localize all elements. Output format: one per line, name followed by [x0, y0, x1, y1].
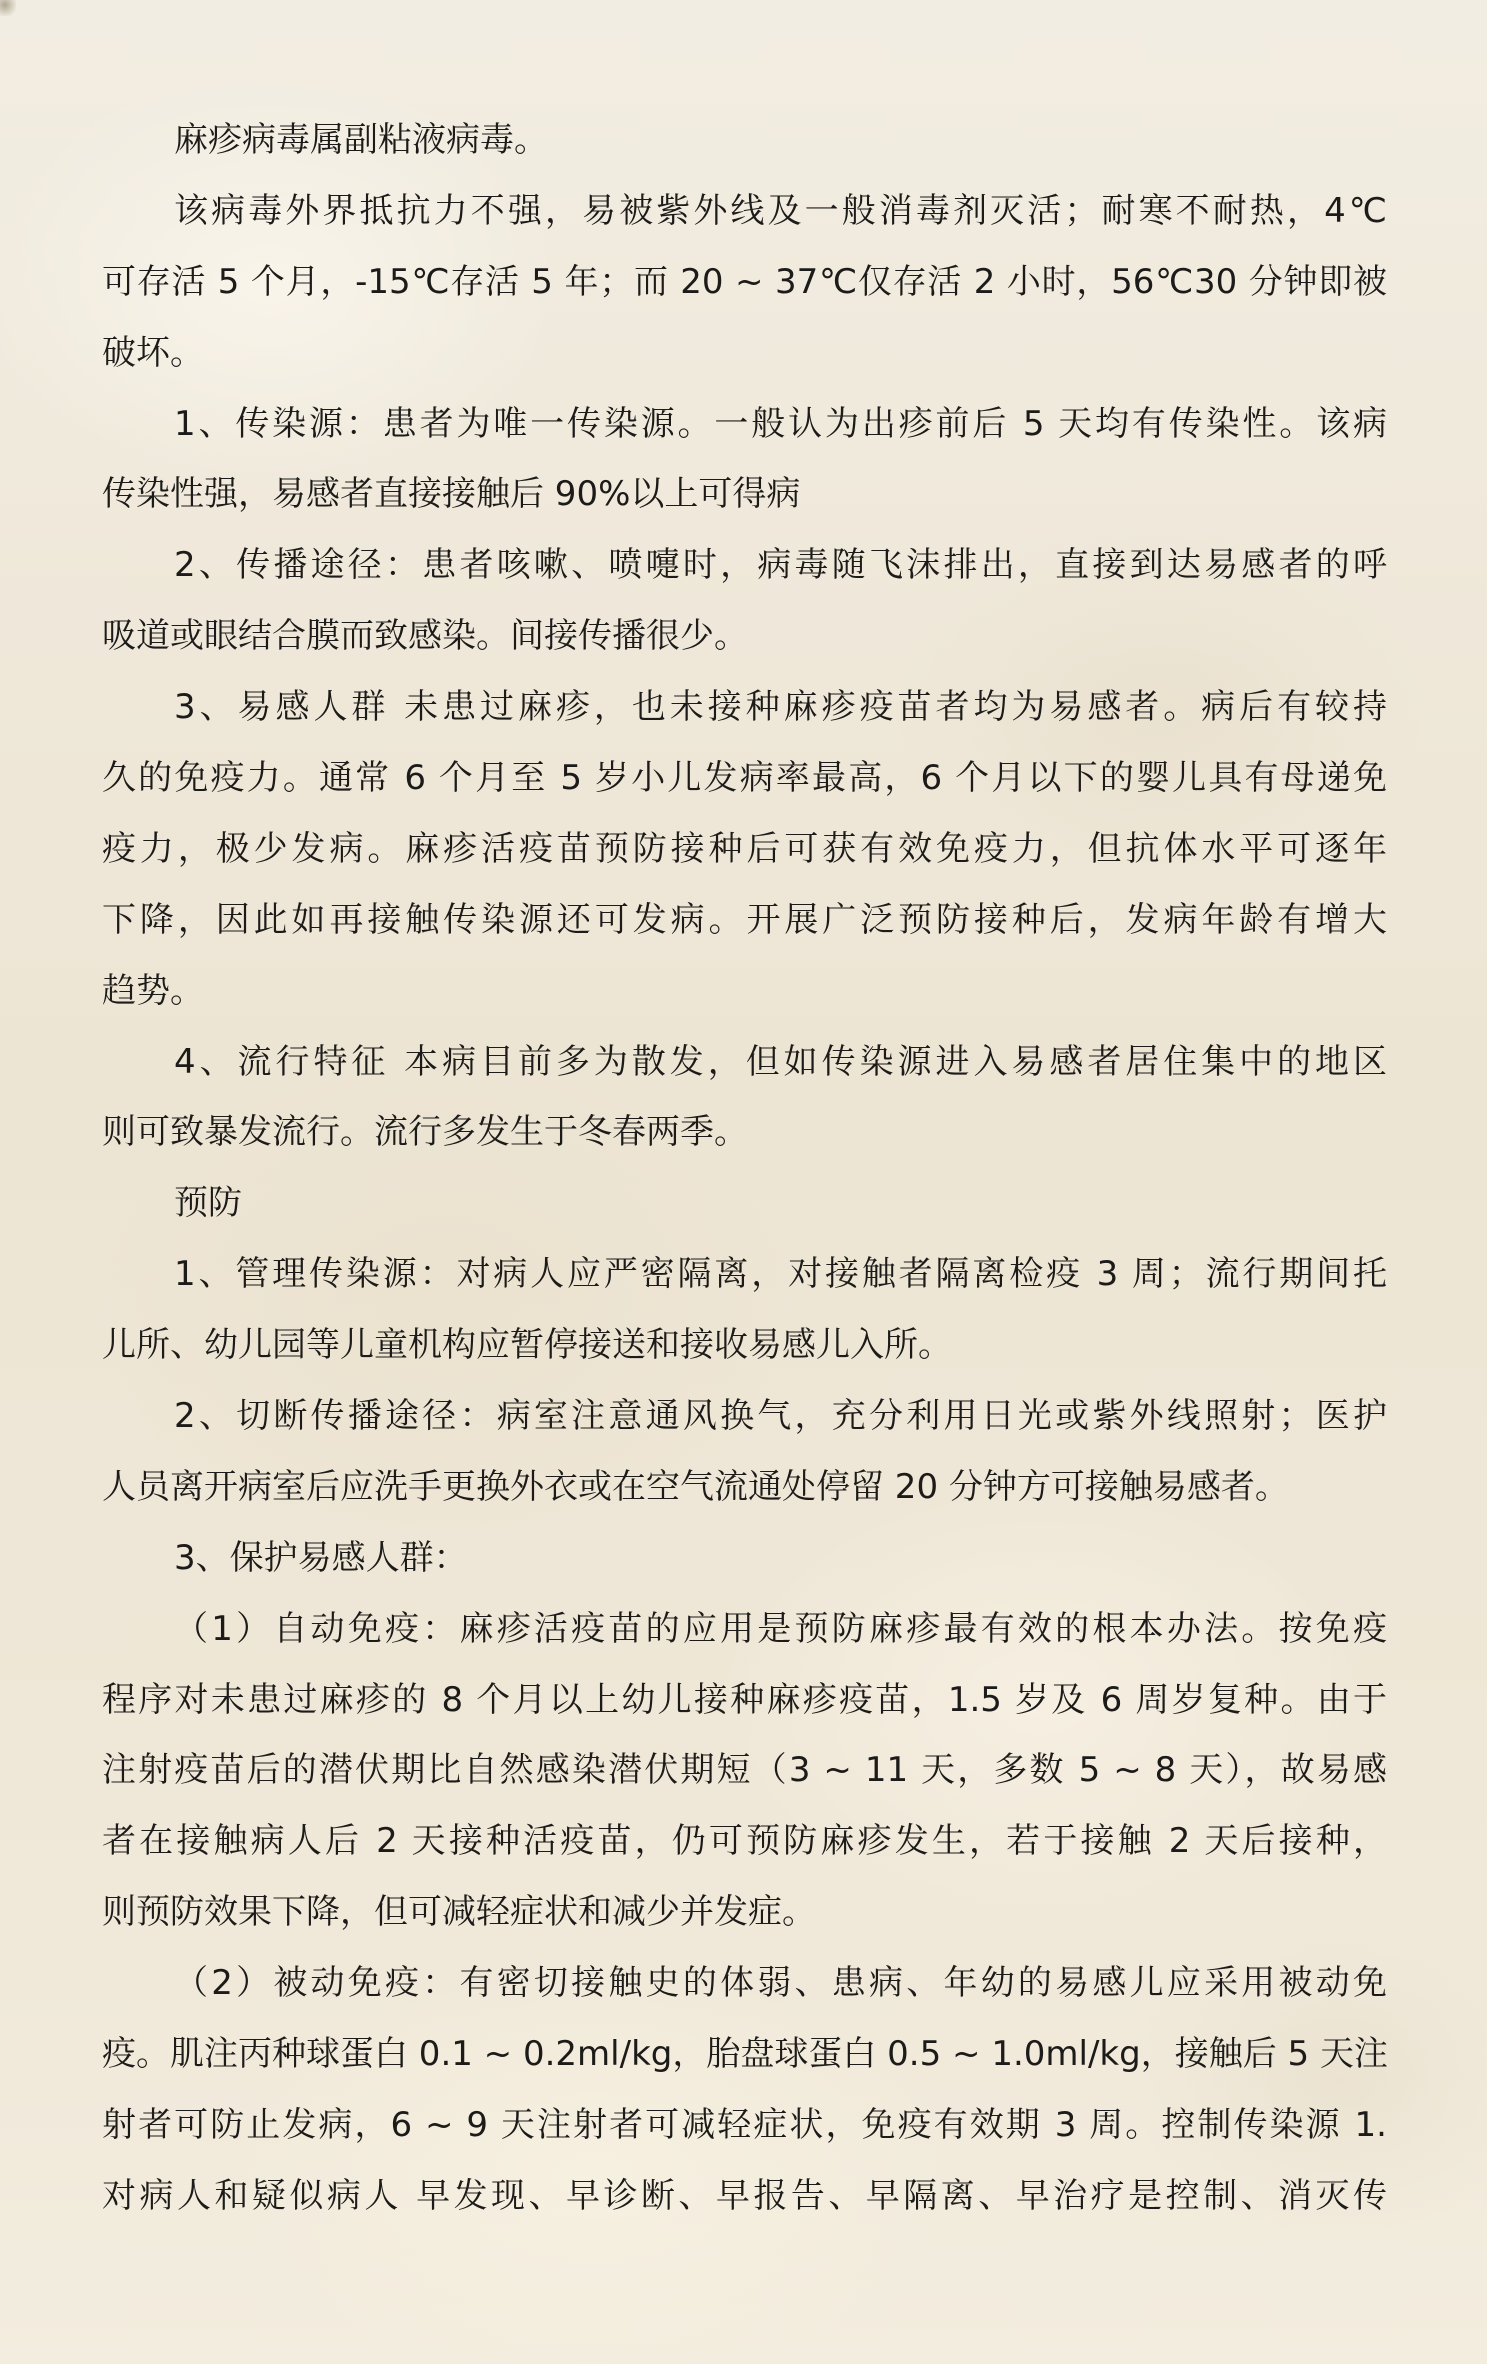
text-line: 传染性强，易感者直接接触后 90%以上可得病: [102, 474, 801, 515]
paragraph-epidemic-features: [102, 1027, 1387, 1169]
text-line: 疫。肌注丙种球蛋白 0.1 ~ 0.2ml/kg，胎盘球蛋白 0.5 ~ 1.0ml/kg，接触后 5 天注: [102, 2034, 1388, 2075]
text-line: （2）被动免疫：有密切接触史的体弱、患病、年幼的易感儿应采用被动免: [174, 1963, 1387, 2004]
text-line: 1、管理传染源：对病人应严密隔离，对接触者隔离检疫 3 周；流行期间托: [174, 1254, 1387, 1295]
section-heading-prevention: [102, 1168, 1387, 1239]
text-line: 人员离开病室后应洗手更换外衣或在空气流通处停留 20 分钟方可接触易感者。: [102, 1466, 1289, 1507]
paragraph-source-of-infection: [102, 389, 1387, 531]
text-line: 者在接触病人后 2 天接种活疫苗，仍可预防麻疹发生，若于接触 2 天后接种，: [102, 1821, 1387, 1862]
text-line: 破坏。: [102, 332, 204, 373]
paragraph-susceptible-population: [102, 672, 1387, 1026]
paragraph-cut-transmission: [102, 1381, 1387, 1523]
text-line: 2、传播途径：患者咳嗽、喷嚏时，病毒随飞沫排出，直接到达易感者的呼: [174, 545, 1387, 586]
text-line: 3、保护易感人群：: [174, 1537, 468, 1578]
text-line: 麻疹病毒属副粘液病毒。: [174, 120, 548, 160]
text-line: 2、切断传播途径：病室注意通风换气，充分利用日光或紫外线照射；医护: [174, 1396, 1387, 1437]
page-corner-smudge: [0, 0, 16, 16]
text-line: 吸道或眼结合膜而致感染。间接传播很少。: [102, 616, 748, 657]
text-line: 则可致暴发流行。流行多发生于冬春两季。: [102, 1112, 748, 1153]
text-line: 3、易感人群 未患过麻疹，也未接种麻疹疫苗者均为易感者。病后有较持: [174, 687, 1387, 728]
text-line: 儿所、幼儿园等儿童机构应暂停接送和接收易感儿入所。: [102, 1325, 952, 1366]
text-line: 注射疫苗后的潜伏期比自然感染潜伏期短（3 ~ 11 天，多数 5 ~ 8 天），故易感: [102, 1750, 1387, 1791]
text-line: 程序对未患过麻疹的 8 个月以上幼儿接种麻疹疫苗，1.5 岁及 6 周岁复种。由于: [102, 1679, 1387, 1720]
text-line: 久的免疫力。通常 6 个月至 5 岁小儿发病率最高，6 个月以下的婴儿具有母递免: [102, 758, 1387, 799]
paragraph-active-immunization: [102, 1594, 1387, 1948]
text-line: 射者可防止发病，6 ~ 9 天注射者可减轻症状，免疫有效期 3 周。控制传染源 1.: [102, 2104, 1387, 2145]
text-line: 下降，因此如再接触传染源还可发病。开展广泛预防接种后，发病年龄有增大: [102, 899, 1387, 940]
text-line: 4、流行特征 本病目前多为散发，但如传染源进入易感者居住集中的地区: [174, 1041, 1387, 1082]
text-line: 对病人和疑似病人 早发现、早诊断、早报告、早隔离、早治疗是控制、消灭传: [102, 2175, 1387, 2216]
text-line: 趋势。: [102, 970, 204, 1011]
text-line: 1、传染源：患者为唯一传染源。一般认为出疹前后 5 天均有传染性。该病: [174, 403, 1387, 444]
text-line: 可存活 5 个月，-15℃存活 5 年；而 20 ~ 37℃仅存活 2 小时，56℃30 分钟即被: [102, 261, 1387, 302]
paragraph-passive-immunization: [102, 1948, 1387, 2232]
text-line: 该病毒外界抵抗力不强，易被紫外线及一般消毒剂灭活；耐寒不耐热，4℃: [174, 190, 1387, 231]
text-line: 则预防效果下降，但可减轻症状和减少并发症。: [102, 1892, 816, 1933]
text-line: （1）自动免疫：麻疹活疫苗的应用是预防麻疹最有效的根本办法。按免疫: [174, 1608, 1387, 1649]
paragraph-virus-resistance: [102, 176, 1387, 389]
paragraph-virus-classification: [102, 105, 1387, 176]
paragraph-manage-source: [102, 1239, 1387, 1381]
text-line: 疫力，极少发病。麻疹活疫苗预防接种后可获有效免疫力，但抗体水平可逐年: [102, 828, 1387, 869]
section-heading: 预防: [174, 1183, 242, 1224]
document-page: [102, 105, 1387, 2232]
paragraph-protect-susceptible: [102, 1523, 1387, 1594]
paragraph-transmission-route: [102, 530, 1387, 672]
